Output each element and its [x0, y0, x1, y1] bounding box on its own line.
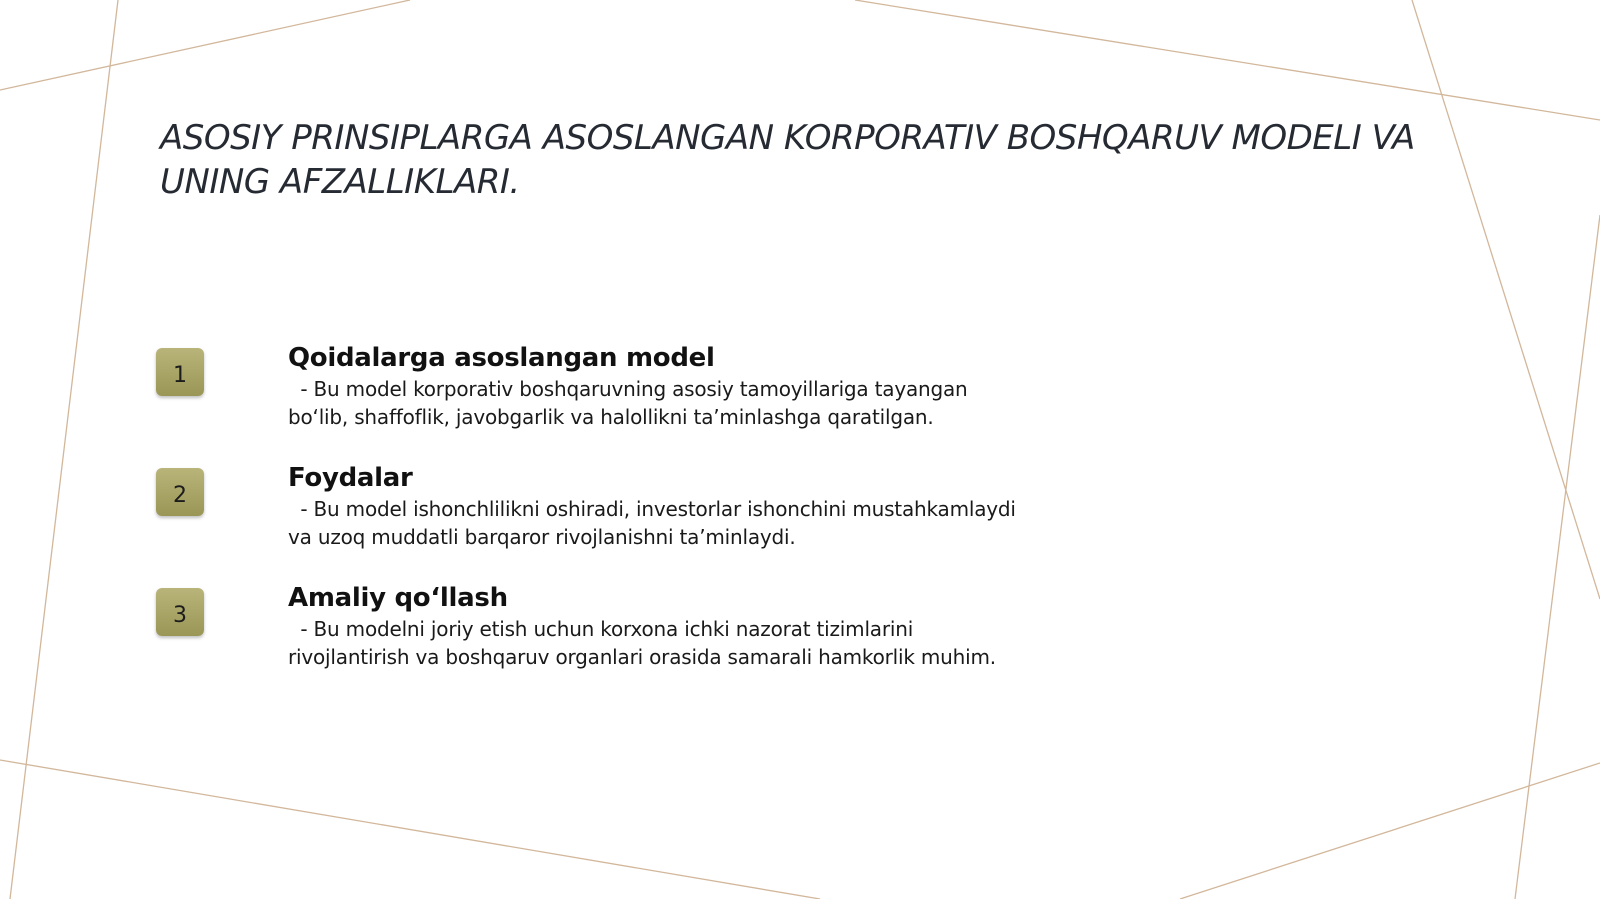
- number-badge: 1: [156, 348, 204, 396]
- decor-line-right-diagonal: [1412, 0, 1600, 599]
- item-heading: Qoidalarga asoslangan model: [288, 343, 715, 373]
- item-text: [288, 341, 1118, 431]
- item-heading: Foydalar: [288, 463, 413, 493]
- list-item: [0, 463, 1200, 578]
- item-description: - Bu model korporativ boshqaruvning asosiy tamoyillariga tayangan bo‘lib, shaffoflik, javobgarlik va halollikni ta’minlashga qaratilgan.: [288, 377, 968, 429]
- number-badge: 2: [156, 468, 204, 516]
- item-text: [288, 461, 1118, 551]
- item-text: [288, 581, 1118, 671]
- item-heading: Amaliy qo‘llash: [288, 583, 508, 613]
- number-badge: 3: [156, 588, 204, 636]
- slide-title: ASOSIY PRINSIPLARGA ASOSLANGAN KORPORATIV BOSHQARUV MODELI VA UNING AFZALLIKLARI.: [160, 118, 1415, 202]
- list-item: [0, 343, 1200, 458]
- decor-line-bottom-left: [0, 760, 820, 899]
- list-item: [0, 583, 1200, 698]
- decor-line-top-right: [855, 0, 1600, 120]
- item-description: - Bu model ishonchlilikni oshiradi, investorlar ishonchini mustahkamlaydi va uzoq muddatli barqaror rivojlanishni ta’minlaydi.: [288, 497, 1016, 549]
- decor-line-bottom-right: [1180, 763, 1600, 899]
- item-description: - Bu modelni joriy etish uchun korxona ichki nazorat tizimlarini rivojlantirish va boshqaruv organlari orasida samarali hamkorlik muhim.: [288, 617, 996, 669]
- decor-line-top-left: [0, 0, 410, 90]
